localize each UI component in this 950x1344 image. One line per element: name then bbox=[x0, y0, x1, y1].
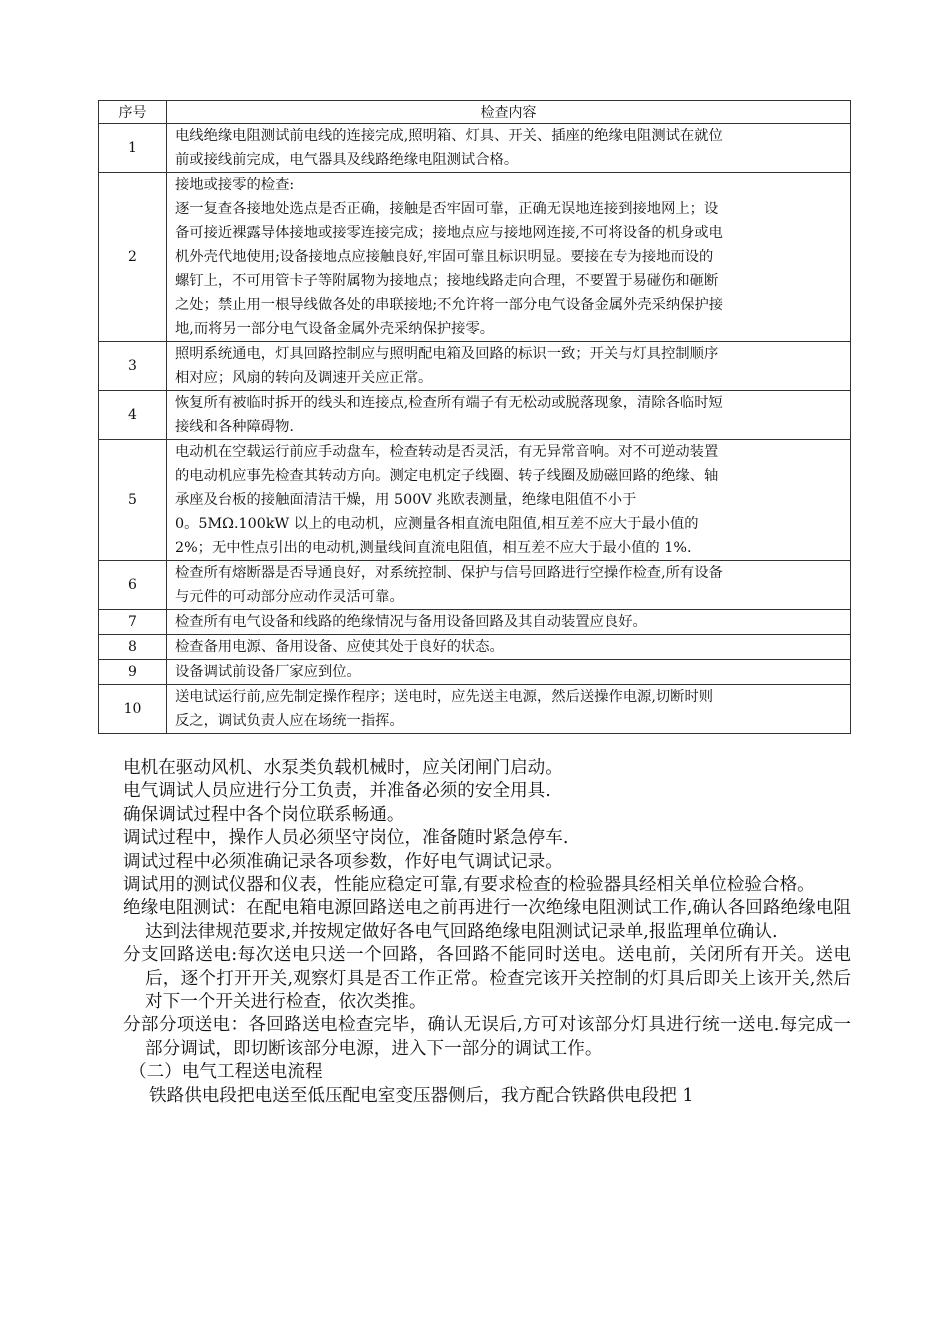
body-item: 分支回路送电:每次送电只送一个回路，各回路不能同时送电。送电前，关闭所有开关。送电后，逐个打开开关,观察灯具是否工作正常。检查完该开关控制的灯具后即关上该开关,然后对下一个开关进行检查，依次类推。 bbox=[123, 945, 851, 1013]
table-row bbox=[99, 660, 851, 685]
content-line: 设备调试前设备厂家应到位。 bbox=[175, 664, 361, 680]
body-item: 电气调试人员应进行分工负责，并准备必须的安全用具. bbox=[123, 781, 551, 802]
header-number: 序号 bbox=[99, 101, 167, 124]
content-line: 检查所有熔断器是否导通良好，对系统控制、保护与信号回路进行空操作检查,所有设备 bbox=[175, 565, 723, 581]
row-number: 3 bbox=[99, 342, 167, 391]
body-item: 绝缘电阻测试：在配电箱电源回路送电之前再进行一次绝缘电阻测试工作,确认各回路绝缘电阻达到法律规范要求,并按规定做好各电气回路绝缘电阻测试记录单,报监理单位确认. bbox=[123, 898, 851, 942]
content-line: 0。5MΩ.100kW 以上的电动机，应测量各相直流电阻值,相互差不应大于最小值的 bbox=[175, 516, 699, 532]
row-content bbox=[167, 391, 851, 440]
row-number: 4 bbox=[99, 391, 167, 440]
content-line: 承座及台板的接触面清洁干燥，用 500V 兆欧表测量，绝缘电阻值不小于 bbox=[175, 492, 637, 508]
row-number: 2 bbox=[99, 173, 167, 342]
row-number: 1 bbox=[99, 124, 167, 173]
row-number: 7 bbox=[99, 610, 167, 635]
body-item: 分部分项送电：各回路送电检查完毕，确认无误后,方可对该部分灯具进行统一送电.每完成一部分调试，即切断该部分电源，进入下一部分的调试工作。 bbox=[123, 1015, 851, 1059]
content-line: 反之，调试负责人应在场统一指挥。 bbox=[175, 713, 404, 729]
row-number: 6 bbox=[99, 561, 167, 610]
content-line: 恢复所有被临时拆开的线头和连接点,检查所有端子有无松动或脱落现象，清除各临时短 bbox=[175, 395, 723, 411]
content-line: 前或接线前完成，电气器具及线路绝缘电阻测试合格。 bbox=[175, 152, 519, 168]
content-line: 机外壳代地使用;设备接地点应接触良好,牢固可靠且标识明显。要接在专为接地而设的 bbox=[175, 249, 714, 265]
table-header-row bbox=[99, 101, 851, 124]
body-item: 调试用的测试仪器和仪表，性能应稳定可靠,有要求检查的检验器具经相关单位检验合格。 bbox=[123, 875, 815, 896]
content-line: 接地或接零的检查: bbox=[175, 177, 295, 193]
table-row bbox=[99, 561, 851, 610]
content-line: 送电试运行前,应先制定操作程序；送电时，应先送主电源，然后送操作电源,切断时则 bbox=[175, 689, 714, 705]
body-item: 调试过程中，操作人员必须坚守岗位，准备随时紧急停车. bbox=[123, 828, 569, 849]
row-content bbox=[167, 440, 851, 561]
content-line: 接线和各种障碍物. bbox=[175, 419, 294, 435]
content-line: 检查所有电气设备和线路的绝缘情况与备用设备回路及其自动装置应良好。 bbox=[175, 614, 647, 630]
row-number: 8 bbox=[99, 635, 167, 660]
table-row bbox=[99, 342, 851, 391]
content-line: 备可接近裸露导体接地或接零连接完成；接地点应与接地网连接,不可将设备的机身或电 bbox=[175, 225, 723, 241]
content-line: 与元件的可动部分应动作灵活可靠。 bbox=[175, 589, 404, 605]
row-number: 9 bbox=[99, 660, 167, 685]
row-number: 10 bbox=[99, 685, 167, 734]
body-item: 电机在驱动风机、水泵类负载机械时，应关闭闸门启动。 bbox=[123, 758, 563, 778]
row-content bbox=[167, 561, 851, 610]
table-row bbox=[99, 391, 851, 440]
row-content bbox=[167, 685, 851, 734]
table-row bbox=[99, 685, 851, 734]
body-text bbox=[123, 757, 851, 1108]
table-row bbox=[99, 635, 851, 660]
paragraph: 铁路供电段把电送至低压配电室变压器侧后，我方配合铁路供电段把 1 bbox=[149, 1085, 694, 1106]
row-content bbox=[167, 124, 851, 173]
table-body bbox=[99, 124, 851, 734]
content-line: 照明系统通电，灯具回路控制应与照明配电箱及回路的标识一致；开关与灯具控制顺序 bbox=[175, 346, 719, 362]
body-item: 调试过程中必须准确记录各项参数，作好电气调试记录。 bbox=[123, 851, 563, 872]
table-row bbox=[99, 610, 851, 635]
content-line: 检查备用电源、备用设备、应使其处于良好的状态。 bbox=[175, 639, 504, 655]
row-number: 5 bbox=[99, 440, 167, 561]
content-line: 之处；禁止用一根导线做各处的串联接地;不允许将一部分电气设备金属外壳采纳保护接 bbox=[175, 297, 724, 313]
body-item: 确保调试过程中各个岗位联系畅通。 bbox=[123, 804, 405, 825]
table-row bbox=[99, 124, 851, 173]
row-content bbox=[167, 173, 851, 342]
row-content bbox=[167, 660, 851, 685]
row-content bbox=[167, 342, 851, 391]
content-line: 逐一复查各接地处选点是否正确，接触是否牢固可靠，正确无误地连接到接地网上；设 bbox=[175, 201, 719, 217]
content-line: 相对应；风扇的转向及调速开关应正常。 bbox=[175, 370, 433, 386]
content-line: 地,而将另一部分电气设备金属外壳采纳保护接零。 bbox=[175, 321, 495, 337]
content-line: 2%；无中性点引出的电动机,测量线间直流电阻值，相互差不应大于最小值的 1%. bbox=[175, 540, 692, 556]
content-line: 的电动机应事先检查其转动方向。测定电机定子线圈、转子线圈及励磁回路的绝缘、轴 bbox=[175, 468, 719, 484]
section-title: （二）电气工程送电流程 bbox=[129, 1062, 323, 1083]
content-line: 螺钉上，不可用管卡子等附属物为接地点；接地线路走向合理，不要置于易碰伤和砸断 bbox=[175, 273, 719, 289]
inspection-table bbox=[98, 100, 851, 734]
table-row bbox=[99, 440, 851, 561]
row-content bbox=[167, 610, 851, 635]
table-row bbox=[99, 173, 851, 342]
content-line: 电动机在空载运行前应手动盘车，检查转动是否灵活，有无异常音响。对不可逆动装置 bbox=[175, 444, 719, 460]
header-content: 检查内容 bbox=[167, 101, 851, 124]
content-line: 电线绝缘电阻测试前电线的连接完成,照明箱、灯具、开关、插座的绝缘电阻测试在就位 bbox=[175, 128, 723, 144]
row-content bbox=[167, 635, 851, 660]
